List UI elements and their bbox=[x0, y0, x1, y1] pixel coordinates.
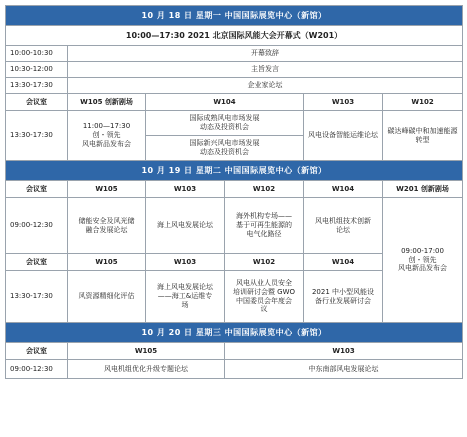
session-line: 融合发展论坛 bbox=[85, 225, 128, 234]
room-label: 会议室 bbox=[6, 254, 68, 271]
w104-session bbox=[304, 271, 383, 323]
time-cell: 13:30-17:30 bbox=[6, 271, 68, 323]
session-title: 风电新品发布会 bbox=[82, 139, 131, 148]
time-cell: 09:00-12:30 bbox=[6, 360, 68, 379]
room-label: 会议室 bbox=[6, 94, 68, 111]
session-line: 风电从业人员安全 bbox=[236, 279, 292, 287]
table-row bbox=[6, 360, 463, 379]
session-line: 海外机构专场—— bbox=[236, 212, 292, 221]
w104-session bbox=[304, 198, 383, 254]
session-line: 论坛 bbox=[336, 225, 350, 234]
session-line: ——海工&运维专 bbox=[157, 292, 213, 301]
day1-title-row bbox=[6, 26, 463, 46]
time-cell: 10:00-10:30 bbox=[6, 46, 68, 62]
day1-header-row bbox=[6, 6, 463, 26]
schedule-table bbox=[5, 5, 463, 379]
room-label: 会议室 bbox=[6, 181, 68, 198]
day3-room-header-row bbox=[6, 343, 463, 360]
w103-session: 中东南部风电发展论坛 bbox=[225, 360, 463, 379]
event-cell: 企业家论坛 bbox=[68, 78, 463, 94]
table-row bbox=[6, 46, 463, 62]
opening-ceremony-title: 10:00—17:30 2021 北京国际风能大会开幕式（W201） bbox=[6, 26, 463, 46]
w103-session: 风电设备智能运维论坛 bbox=[304, 111, 383, 161]
day2-header: 10 月 19 日 星期二 中国国际展览中心（新馆） bbox=[6, 161, 463, 181]
room-w105: W105 创新剧场 bbox=[68, 94, 146, 111]
room-w103: W103 bbox=[304, 94, 383, 111]
session-line: 储能安全及风光储 bbox=[78, 216, 135, 225]
w105-session: 风资源精细化评估 bbox=[68, 271, 146, 323]
w102-session bbox=[225, 271, 304, 323]
session-line: 国际成熟风电市场发展 bbox=[189, 114, 260, 123]
session-line: 备行业发展研讨会 bbox=[315, 296, 371, 305]
day2-room-header-row bbox=[6, 181, 463, 198]
session-time: 09:00-17:00 bbox=[401, 246, 444, 255]
session-line: 风电机组技术创新 bbox=[315, 216, 371, 225]
schedule-document bbox=[5, 5, 462, 432]
room-w105: W105 bbox=[68, 343, 225, 360]
room-w105: W105 bbox=[68, 254, 146, 271]
day1-header: 10 月 18 日 星期一 中国国际展览中心（新馆） bbox=[6, 6, 463, 26]
session-line: 动态及投资机会 bbox=[200, 123, 249, 131]
session-line: 议 bbox=[260, 305, 268, 314]
session-title: 风电新品发布会 bbox=[398, 264, 448, 273]
session-line: 培训研讨会暨 GWO bbox=[232, 287, 296, 296]
session-line: 中国委员会年度会 bbox=[236, 296, 292, 305]
room-w102: W102 bbox=[383, 94, 463, 111]
w103-session bbox=[146, 271, 225, 323]
session-line: 场 bbox=[181, 300, 189, 309]
room-w102: W102 bbox=[225, 181, 304, 198]
day3-header-row bbox=[6, 323, 463, 343]
table-row bbox=[6, 111, 463, 136]
session-line: 2021 中小型风能设 bbox=[311, 287, 375, 296]
table-row bbox=[6, 62, 463, 78]
session-line: 基于可再生能源的 bbox=[236, 221, 292, 230]
room-w103: W103 bbox=[225, 343, 463, 360]
session-brand: 创・领先 bbox=[408, 255, 437, 264]
time-cell: 09:00-12:30 bbox=[6, 198, 68, 254]
w102-session bbox=[225, 198, 304, 254]
table-row bbox=[6, 198, 463, 254]
w104-session-b bbox=[146, 136, 304, 161]
day2-header-row bbox=[6, 161, 463, 181]
session-line: 碳达峰碳中和加速能源 bbox=[387, 126, 458, 135]
time-cell: 10:30-12:00 bbox=[6, 62, 68, 78]
session-line: 国际新兴风电市场发展 bbox=[189, 139, 260, 148]
session-line: 动态及投资机会 bbox=[200, 148, 249, 156]
room-w104: W104 bbox=[304, 254, 383, 271]
time-cell: 13:30-17:30 bbox=[6, 78, 68, 94]
session-line: 海上风电发展论坛 bbox=[157, 283, 213, 292]
table-row bbox=[6, 78, 463, 94]
room-w102: W102 bbox=[225, 254, 304, 271]
room-w201: W201 创新剧场 bbox=[383, 181, 463, 198]
w103-session: 海上风电发展论坛 bbox=[146, 198, 225, 254]
event-cell: 开幕致辞 bbox=[68, 46, 463, 62]
day1-room-header-row bbox=[6, 94, 463, 111]
session-line: 电气化路径 bbox=[246, 229, 282, 238]
w102-session bbox=[383, 111, 463, 161]
session-line: 转型 bbox=[415, 135, 430, 144]
room-w105: W105 bbox=[68, 181, 146, 198]
w105-session bbox=[68, 198, 146, 254]
session-time: 11:00—17:30 bbox=[82, 122, 131, 131]
day3-header: 10 月 20 日 星期三 中国国际展览中心（新馆） bbox=[6, 323, 463, 343]
room-w104: W104 bbox=[304, 181, 383, 198]
w105-session: 风电机组优化升级专题论坛 bbox=[68, 360, 225, 379]
w105-session bbox=[68, 111, 146, 161]
w104-session-a bbox=[146, 111, 304, 136]
time-cell: 13:30-17:30 bbox=[6, 111, 68, 161]
session-brand: 创・领先 bbox=[92, 131, 121, 140]
room-w103: W103 bbox=[146, 254, 225, 271]
room-label: 会议室 bbox=[6, 343, 68, 360]
room-w103: W103 bbox=[146, 181, 225, 198]
room-w104: W104 bbox=[146, 94, 304, 111]
event-cell: 主旨发言 bbox=[68, 62, 463, 78]
w201-session bbox=[383, 198, 463, 323]
